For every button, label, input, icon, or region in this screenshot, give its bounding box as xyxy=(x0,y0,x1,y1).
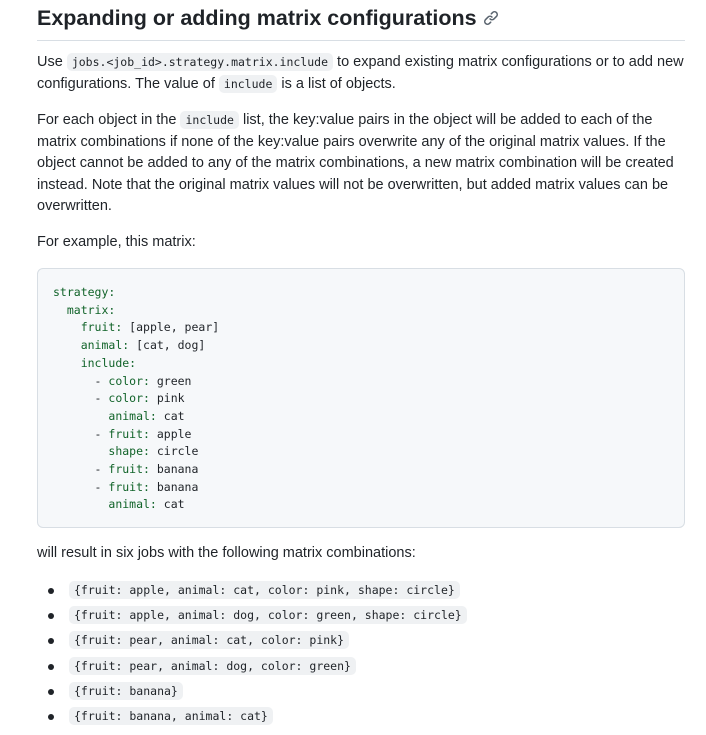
bullet-icon xyxy=(48,638,54,644)
yaml-key: fruit: xyxy=(80,320,123,335)
yaml-key: include: xyxy=(80,355,137,370)
list-item xyxy=(37,654,687,679)
code-line: - fruit: banana xyxy=(53,462,199,477)
yaml-value: cat xyxy=(156,408,185,423)
yaml-code-block xyxy=(37,268,685,528)
yaml-key: strategy: xyxy=(53,285,116,299)
code-line xyxy=(53,409,185,423)
matrix-combination-code: {fruit: banana, animal: cat} xyxy=(69,707,273,725)
yaml-key: matrix: xyxy=(66,302,116,317)
matrix-combination-code: {fruit: apple, animal: cat, color: pink, shape: circle} xyxy=(69,581,460,599)
section-heading xyxy=(37,4,685,41)
code-line xyxy=(53,338,205,352)
code-line xyxy=(53,320,219,334)
bullet-icon xyxy=(48,664,54,670)
example-intro: For example, this matrix: xyxy=(37,234,196,250)
yaml-value: [cat, dog] xyxy=(129,338,206,353)
list-item xyxy=(37,679,687,704)
yaml-key: fruit: xyxy=(108,426,150,441)
code-line xyxy=(53,497,185,511)
yaml-value: pink xyxy=(149,391,185,406)
matrix-combination-code: {fruit: apple, animal: dog, color: green, shape: circle} xyxy=(69,606,467,624)
list-item xyxy=(37,603,687,628)
yaml-key: color: xyxy=(108,391,150,406)
explanation-paragraph: For each object in the include list, the key:value pairs in the object will be added to each of the matrix combinations if none of the key:value pairs overwrite any of the original matrix values. If the object cannot be added to any of the matrix combinations, a new matrix combination will be created instead. Note that the original matrix values will not be overwritten, but added matrix values can be overwritten. xyxy=(37,112,674,214)
code-line xyxy=(53,303,115,317)
yaml-value: apple xyxy=(149,426,192,441)
yaml-key: shape: xyxy=(108,444,150,459)
matrix-combination-code: {fruit: pear, animal: dog, color: green} xyxy=(69,657,356,675)
yaml-key: color: xyxy=(108,373,150,388)
matrix-combination-code: {fruit: pear, animal: cat, color: pink} xyxy=(69,631,349,649)
yaml-value: [apple, pear] xyxy=(122,320,220,335)
inline-code-include-path: jobs.<job_id>.strategy.matrix.include xyxy=(67,53,333,71)
inline-code-include: include xyxy=(219,75,277,93)
yaml-key: animal: xyxy=(108,497,157,512)
intro-paragraph: Use jobs.<job_id>.strategy.matrix.include to expand existing matrix configurations or to add new configurations. The value of include is a list of objects. xyxy=(37,54,684,92)
list-item xyxy=(37,704,687,729)
code-line xyxy=(53,356,136,370)
bullet-icon xyxy=(48,714,54,720)
yaml-value: cat xyxy=(156,497,185,512)
yaml-value: banana xyxy=(149,462,199,477)
bullet-icon xyxy=(48,689,54,695)
code-line xyxy=(53,444,198,458)
yaml-value: banana xyxy=(149,479,199,494)
list-item xyxy=(37,628,687,653)
code-line xyxy=(53,285,115,299)
inline-code-include-2: include xyxy=(180,111,238,129)
code-line: - fruit: apple xyxy=(53,426,192,441)
bullet-icon xyxy=(48,588,54,594)
yaml-value: circle xyxy=(149,444,199,459)
matrix-combination-code: {fruit: banana} xyxy=(69,682,183,700)
section-heading-text: Expanding or adding matrix configurations xyxy=(37,6,477,30)
list-item xyxy=(37,578,687,603)
yaml-key: fruit: xyxy=(108,479,150,494)
yaml-key: animal: xyxy=(108,408,157,423)
yaml-value: green xyxy=(149,373,192,388)
code-line: - fruit: banana xyxy=(53,479,199,494)
code-line: - color: green xyxy=(53,373,192,388)
link-icon[interactable] xyxy=(483,10,499,26)
result-intro: will result in six jobs with the following matrix combinations: xyxy=(37,545,416,561)
yaml-key: animal: xyxy=(80,338,130,353)
code-line: - color: pink xyxy=(53,391,185,406)
yaml-key: fruit: xyxy=(108,462,150,477)
bullet-icon xyxy=(48,613,54,619)
result-list xyxy=(37,578,687,729)
